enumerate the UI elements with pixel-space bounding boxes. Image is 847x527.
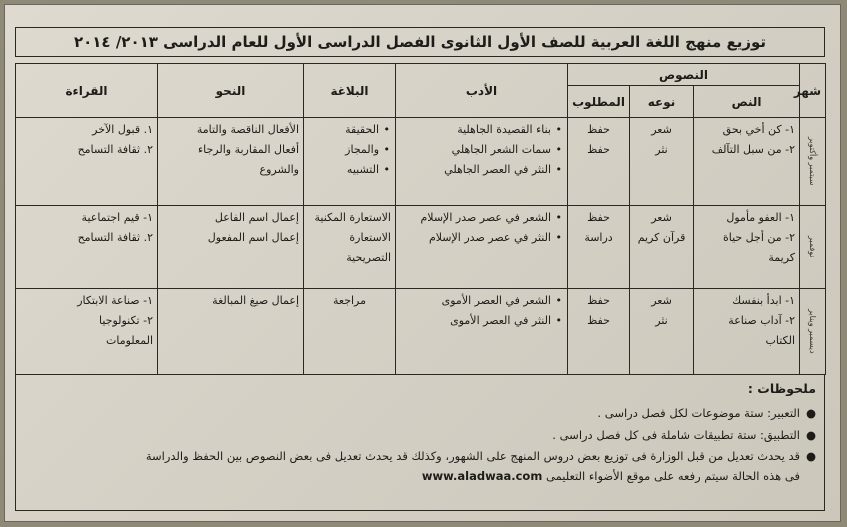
header-reading: القراءة [16,64,158,118]
reading-item: ١. قبول الآخر [92,123,153,137]
grammar-item: إعمال اسم المفعول [207,231,299,245]
grammar-item: أفعال المقاربة والرجاء [197,143,299,157]
notes-title: ملحوظات : [747,381,816,396]
rhetoric-cell [304,118,396,206]
grammar-cell [158,206,304,288]
header-rhetoric: البلاغة [304,64,396,118]
note-item [24,424,816,446]
header-type: نوعه [630,86,694,118]
grammar-item: إعمال اسم الفاعل [214,211,299,225]
required-item: دراسة [584,231,613,245]
rhetoric-item: • التشبيه [308,160,379,180]
type-item: شعر [651,211,672,225]
curriculum-table [15,63,826,375]
type-item: نثر [655,313,668,327]
grammar-item: والشروع [259,163,299,177]
rhetoric-item: الاستعارة المكنية [314,211,391,225]
literature-item: • الشعر في عصر صدر الإسلام [400,208,551,228]
table-row [16,288,826,374]
type-cell [630,288,694,374]
header-texts: النصوص [568,64,800,86]
literature-cell [396,288,568,374]
type-item: نثر [655,143,668,157]
required-item: حفظ [587,123,610,137]
literature-cell [396,118,568,206]
type-item: شعر [651,123,672,137]
rhetoric-cell [304,206,396,288]
type-cell [630,206,694,288]
header-literature: الأدب [396,64,568,118]
table-row [16,206,826,288]
grammar-item: الأفعال الناقصة والتامة [196,123,299,137]
table-row [16,118,826,206]
bullet-icon: ● [805,449,816,463]
literature-cell [396,206,568,288]
rhetoric-item: • والمجاز [308,140,379,160]
rhetoric-cell [304,288,396,374]
required-cell [568,118,630,206]
reading-cell [16,288,158,374]
literature-item: • النثر في عصر صدر الإسلام [400,228,551,248]
reading-cell [16,206,158,288]
texts-cell [694,206,800,288]
text-item: ٢- من سبل التآلف [711,143,796,157]
required-item: حفظ [587,313,610,327]
text-item: ١- العفو مأمول [726,211,796,225]
bullet-icon: ● [805,428,816,442]
month-cell: نوفمبر [800,206,826,288]
reading-item: ٢. ثقافة التسامح [77,143,153,157]
note-continuation [24,466,816,486]
literature-item: • النثر في العصر الأموى [400,311,551,331]
rhetoric-item: مراجعة [332,293,367,307]
header-month: شهر [800,64,826,118]
note-text: التعبير: ستة موضوعات لكل فصل دراسى . [597,406,800,420]
required-cell [568,288,630,374]
reading-item: ١- قيم اجتماعية [81,211,153,225]
note-item [24,402,816,424]
literature-item: • بناء القصيدة الجاهلية [400,120,551,140]
rhetoric-item: • الحقيقة [308,120,379,140]
document-title: توزيع منهج اللغة العربية للصف الأول الثانوى الفصل الدراسى الأول للعام الدراسى ٢٠١٣/ ٢٠١٤ [15,27,825,57]
reading-cell [16,118,158,206]
reading-item: ٢- تكنولوجيا [98,313,153,327]
website-link[interactable]: www.aladwaa.com [421,469,543,483]
reading-item: المعلومات [106,333,153,347]
month-cell: سبتمبر وأكتوبر [800,118,826,206]
reading-item: ١- صناعة الابتكار [77,293,153,307]
note-item [24,446,816,466]
text-item: ١- كن أخي بحق [722,123,796,137]
required-cell [568,206,630,288]
type-item: شعر [651,293,672,307]
rhetoric-item: الاستعارة التصريحية [346,231,391,265]
document-page [4,4,841,522]
header-text: النص [694,86,800,118]
header-required: المطلوب [568,86,630,118]
text-item: ٢- آداب صناعة الكتاب [728,313,796,347]
required-item: حفظ [587,211,610,225]
type-item: قرآن كريم [637,231,686,245]
note-text: قد يحدث تعديل من قبل الوزارة فى توزيع بعض دروس المنهج على الشهور، وكذلك قد يحدث تعديل فى بعض النصوص بين الحفظ والدراسة [145,449,800,463]
type-cell [630,118,694,206]
required-item: حفظ [587,143,610,157]
literature-item: • الشعر في العصر الأموى [400,291,551,311]
note-continuation-text: فى هذه الحالة سيتم رفعه على موقع الأضواء التعليمى [545,469,800,483]
month-cell: ديسمبر ويناير [800,288,826,374]
required-item: حفظ [587,293,610,307]
text-item: ١- ابدأ بنفسك [732,293,796,307]
literature-item: • سمات الشعر الجاهلي [400,140,551,160]
note-text: التطبيق: ستة تطبيقات شاملة فى كل فصل دراسى . [552,428,800,442]
grammar-item: إعمال صيغ المبالغة [212,293,299,307]
bullet-icon: ● [805,406,816,420]
texts-cell [694,118,800,206]
header-grammar: النحو [158,64,304,118]
grammar-cell [158,118,304,206]
literature-item: • النثر في العصر الجاهلي [400,160,551,180]
notes-section [15,375,825,511]
grammar-cell [158,288,304,374]
reading-item: ٢. ثقافة التسامح [77,231,153,245]
texts-cell [694,288,800,374]
text-item: ٢- من أجل حياة كريمة [722,231,796,265]
